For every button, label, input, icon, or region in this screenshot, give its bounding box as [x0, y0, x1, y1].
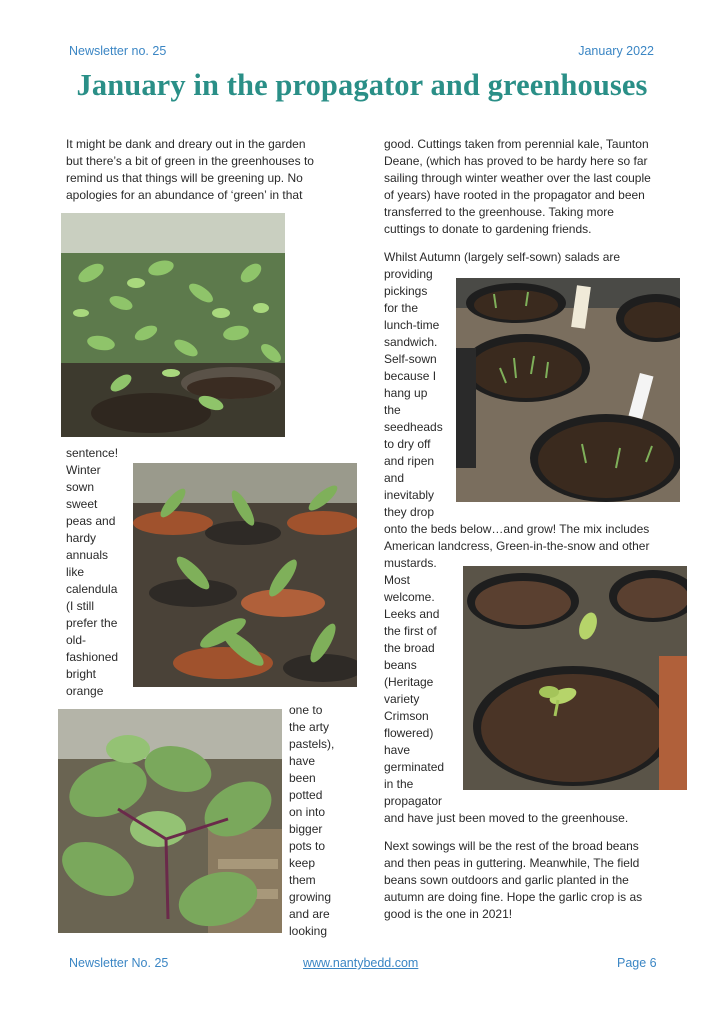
text-line: Self-sown	[384, 352, 437, 366]
text-line: keep	[289, 856, 316, 870]
text-line: Deane, (which has proved to be hardy here so far	[384, 154, 648, 168]
text-line: It might be dank and dreary out in the garden	[66, 137, 306, 151]
text-line: Leeks and	[384, 607, 440, 621]
text-line: they drop	[384, 505, 435, 519]
text-line: pots to	[289, 839, 326, 853]
text-line: the first of	[384, 624, 437, 638]
text-line: seedheads	[384, 420, 443, 434]
text-line: and have just been moved to the greenhouse.	[384, 811, 629, 825]
header-newsletter: Newsletter no. 25	[69, 44, 167, 58]
text-line: for the	[384, 301, 419, 315]
text-line: old-	[66, 633, 87, 647]
text-line: and	[384, 471, 405, 485]
text-line: pickings	[384, 284, 428, 298]
footer-page-number: Page 6	[617, 956, 657, 970]
text-line: good. Cuttings taken from perennial kale, Taunton	[384, 137, 649, 151]
text-line: the arty	[289, 720, 330, 734]
text-line: cuttings to donate to gardening friends.	[384, 222, 592, 236]
text-line: and ripen	[384, 454, 435, 468]
text-line: germinated	[384, 760, 445, 774]
text-line: autumn are doing fine. Hope the garlic crop is as	[384, 890, 643, 904]
broad-bean-seedlings-photo	[463, 566, 687, 790]
text-line: inevitably	[384, 488, 435, 502]
text-line: and then peas in guttering. Meanwhile, The field	[384, 856, 640, 870]
text-line: flowered)	[384, 726, 434, 740]
text-line: Winter	[66, 463, 101, 477]
right-paragraph-3-rest	[384, 810, 628, 827]
text-line: the broad	[384, 641, 435, 655]
text-line: sentence!	[66, 446, 119, 460]
text-line: sown	[66, 480, 95, 494]
text-line: in the	[384, 777, 414, 791]
text-line: Next sowings will be the rest of the broad beans	[384, 839, 639, 853]
text-line: remind us that things will be greening up. No	[66, 171, 303, 185]
footer-newsletter: Newsletter No. 25	[69, 956, 169, 970]
text-line: peas and	[66, 514, 116, 528]
text-line: American landcress, Green-in-the-snow and other	[384, 539, 650, 553]
right-paragraph-2-start	[384, 249, 620, 266]
text-line: looking	[289, 924, 328, 938]
text-line: onto the beds below…and grow! The mix includes	[384, 522, 650, 536]
text-line: Most	[384, 573, 411, 587]
text-line: orange	[66, 684, 104, 698]
text-line: pastels),	[289, 737, 335, 751]
left-wrap-text-1	[66, 445, 118, 700]
text-line: the	[384, 403, 401, 417]
text-line: sweet	[66, 497, 98, 511]
text-line: hang up	[384, 386, 428, 400]
right-wrap-text-2	[384, 572, 444, 810]
text-line: of years) have rooted in the propagator and been	[384, 188, 645, 202]
text-line: (Heritage	[384, 675, 434, 689]
text-line: apologies for an abundance of ‘green’ in that	[66, 188, 303, 202]
footer-website-link[interactable]: www.nantybedd.com	[303, 956, 419, 970]
text-line: sandwich.	[384, 335, 438, 349]
left-paragraph-1	[66, 136, 314, 204]
text-line: like	[66, 565, 85, 579]
text-line: lunch-time	[384, 318, 440, 332]
text-line: hardy	[66, 531, 97, 545]
text-line: but there’s a bit of green in the greenhouses to	[66, 154, 314, 168]
text-line: mustards.	[384, 556, 437, 570]
text-line: fashioned	[66, 650, 119, 664]
right-paragraph-4	[384, 838, 642, 923]
text-line: bigger	[289, 822, 323, 836]
text-line: providing	[384, 267, 433, 281]
sweet-peas-seedlings-photo	[61, 213, 285, 437]
header-date: January 2022	[578, 44, 654, 58]
text-line: variety	[384, 692, 420, 706]
text-line: (I still	[66, 599, 94, 613]
text-line: one to	[289, 703, 323, 717]
left-wrap-text-2	[289, 702, 334, 940]
text-line: good is the one in 2021!	[384, 907, 513, 921]
right-paragraph-2-rest	[384, 521, 649, 572]
salad-seedlings-photo	[456, 278, 680, 502]
calendula-seedlings-photo	[133, 463, 357, 687]
text-line: prefer the	[66, 616, 118, 630]
page-title: January in the propagator and greenhouses	[76, 68, 648, 102]
text-line: Whilst Autumn (largely self-sown) salads are	[384, 250, 621, 264]
text-line: growing	[289, 890, 332, 904]
text-line: potted	[289, 788, 323, 802]
text-line: annuals	[66, 548, 109, 562]
perennial-kale-cuttings-photo	[58, 709, 282, 933]
text-line: transferred to the greenhouse. Taking more	[384, 205, 614, 219]
text-line: bright	[66, 667, 97, 681]
text-line: calendula	[66, 582, 118, 596]
text-line: because I	[384, 369, 437, 383]
text-line: on into	[289, 805, 326, 819]
text-line: to dry off	[384, 437, 431, 451]
text-line: beans sown outdoors and garlic planted in the	[384, 873, 629, 887]
text-line: have	[384, 743, 411, 757]
text-line: them	[289, 873, 316, 887]
text-line: beans	[384, 658, 417, 672]
text-line: welcome.	[384, 590, 435, 604]
text-line: propagator	[384, 794, 443, 808]
text-line: and are	[289, 907, 330, 921]
right-paragraph-1	[384, 136, 651, 238]
text-line: been	[289, 771, 316, 785]
text-line: have	[289, 754, 316, 768]
right-wrap-text-1	[384, 266, 443, 521]
text-line: Crimson	[384, 709, 429, 723]
text-line: sailing through winter weather over the last couple	[384, 171, 651, 185]
